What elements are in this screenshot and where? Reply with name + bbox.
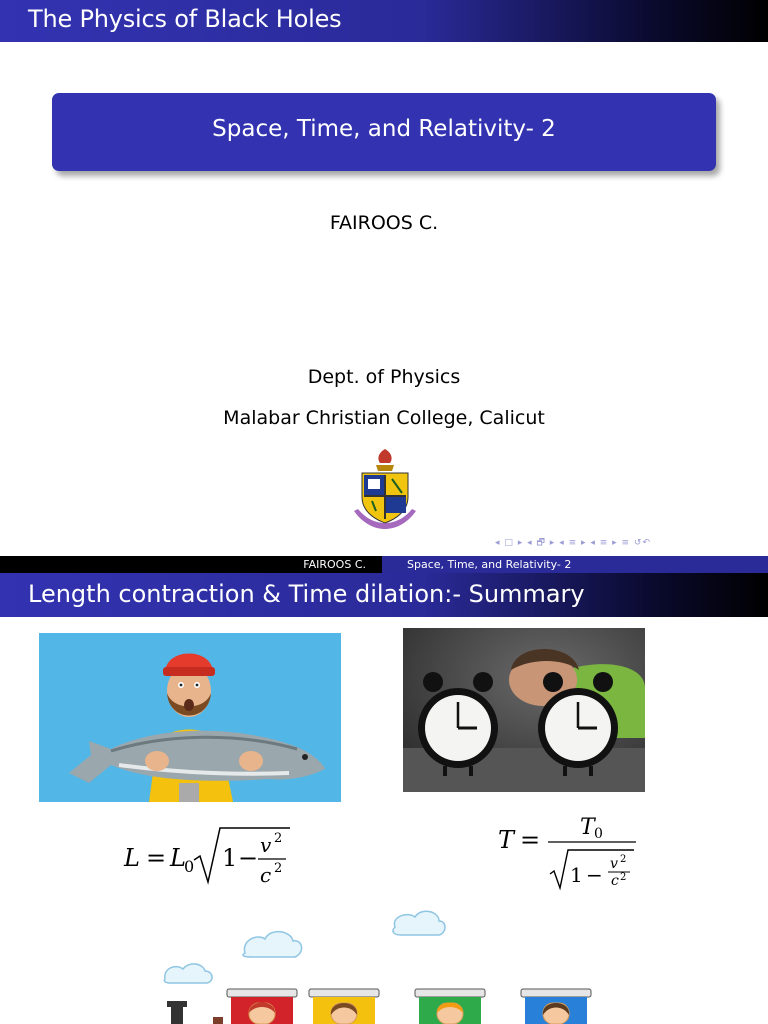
- formula-length-one: 1: [222, 844, 238, 872]
- formula-time-minus: −: [586, 863, 603, 887]
- formula-time-v-exp: 2: [620, 854, 627, 865]
- formula-time-v: v: [610, 856, 618, 872]
- footer-title-block: [382, 556, 768, 573]
- footer-title: Space, Time, and Relativity- 2: [407, 558, 572, 571]
- formula-time-c: c: [611, 873, 619, 889]
- slide1-department: Dept. of Physics: [307, 366, 461, 388]
- formula-length-eq: =: [146, 844, 167, 872]
- slide2-header-title: Length contraction & Time dilation:- Summary: [28, 580, 585, 608]
- formula-time-lhs: T: [498, 826, 515, 854]
- slide1-title: Space, Time, and Relativity- 2: [212, 116, 556, 142]
- formula-time-one: 1: [570, 863, 583, 887]
- formula-length-den: c: [260, 863, 272, 887]
- length-contraction-formula: [120, 820, 310, 890]
- formula-length-den-exp: 2: [274, 861, 283, 876]
- sleeping-man-clocks-photo: [403, 628, 645, 792]
- slide1-header-title: The Physics of Black Holes: [28, 5, 342, 33]
- man-holding-fish-photo: [39, 633, 341, 802]
- formula-length-base: L: [170, 844, 186, 872]
- formula-length-num: v: [260, 833, 272, 857]
- college-crest-logo: [350, 445, 420, 531]
- formula-time-num-sub: 0: [594, 826, 603, 842]
- slide2-header: [0, 573, 768, 617]
- formula-length-sub: 0: [184, 857, 195, 876]
- slide1-college: Malabar Christian College, Calicut: [223, 407, 545, 429]
- footer-author-block: [0, 556, 382, 573]
- slide1-title-box: [52, 93, 716, 171]
- formula-time-eq: =: [520, 826, 541, 854]
- time-dilation-formula: [496, 810, 646, 890]
- train-illustration: [145, 905, 625, 1024]
- formula-length-num-exp: 2: [274, 831, 283, 846]
- formula-length-lhs: L: [124, 844, 140, 872]
- formula-length-minus: −: [238, 844, 259, 872]
- beamer-navigation-symbols[interactable]: ◂ □ ▸ ◂ 🗗 ▸ ◂ ≡ ▸ ◂ ≡ ▸ ≡ ↺↶: [495, 538, 651, 548]
- footer-author: FAIROOS C.: [303, 558, 366, 571]
- formula-time-c-exp: 2: [620, 872, 627, 883]
- slide1-header: [0, 0, 768, 42]
- slide1-author: FAIROOS C.: [329, 212, 439, 234]
- slide-footer: [0, 556, 768, 573]
- formula-time-num: T: [580, 815, 595, 840]
